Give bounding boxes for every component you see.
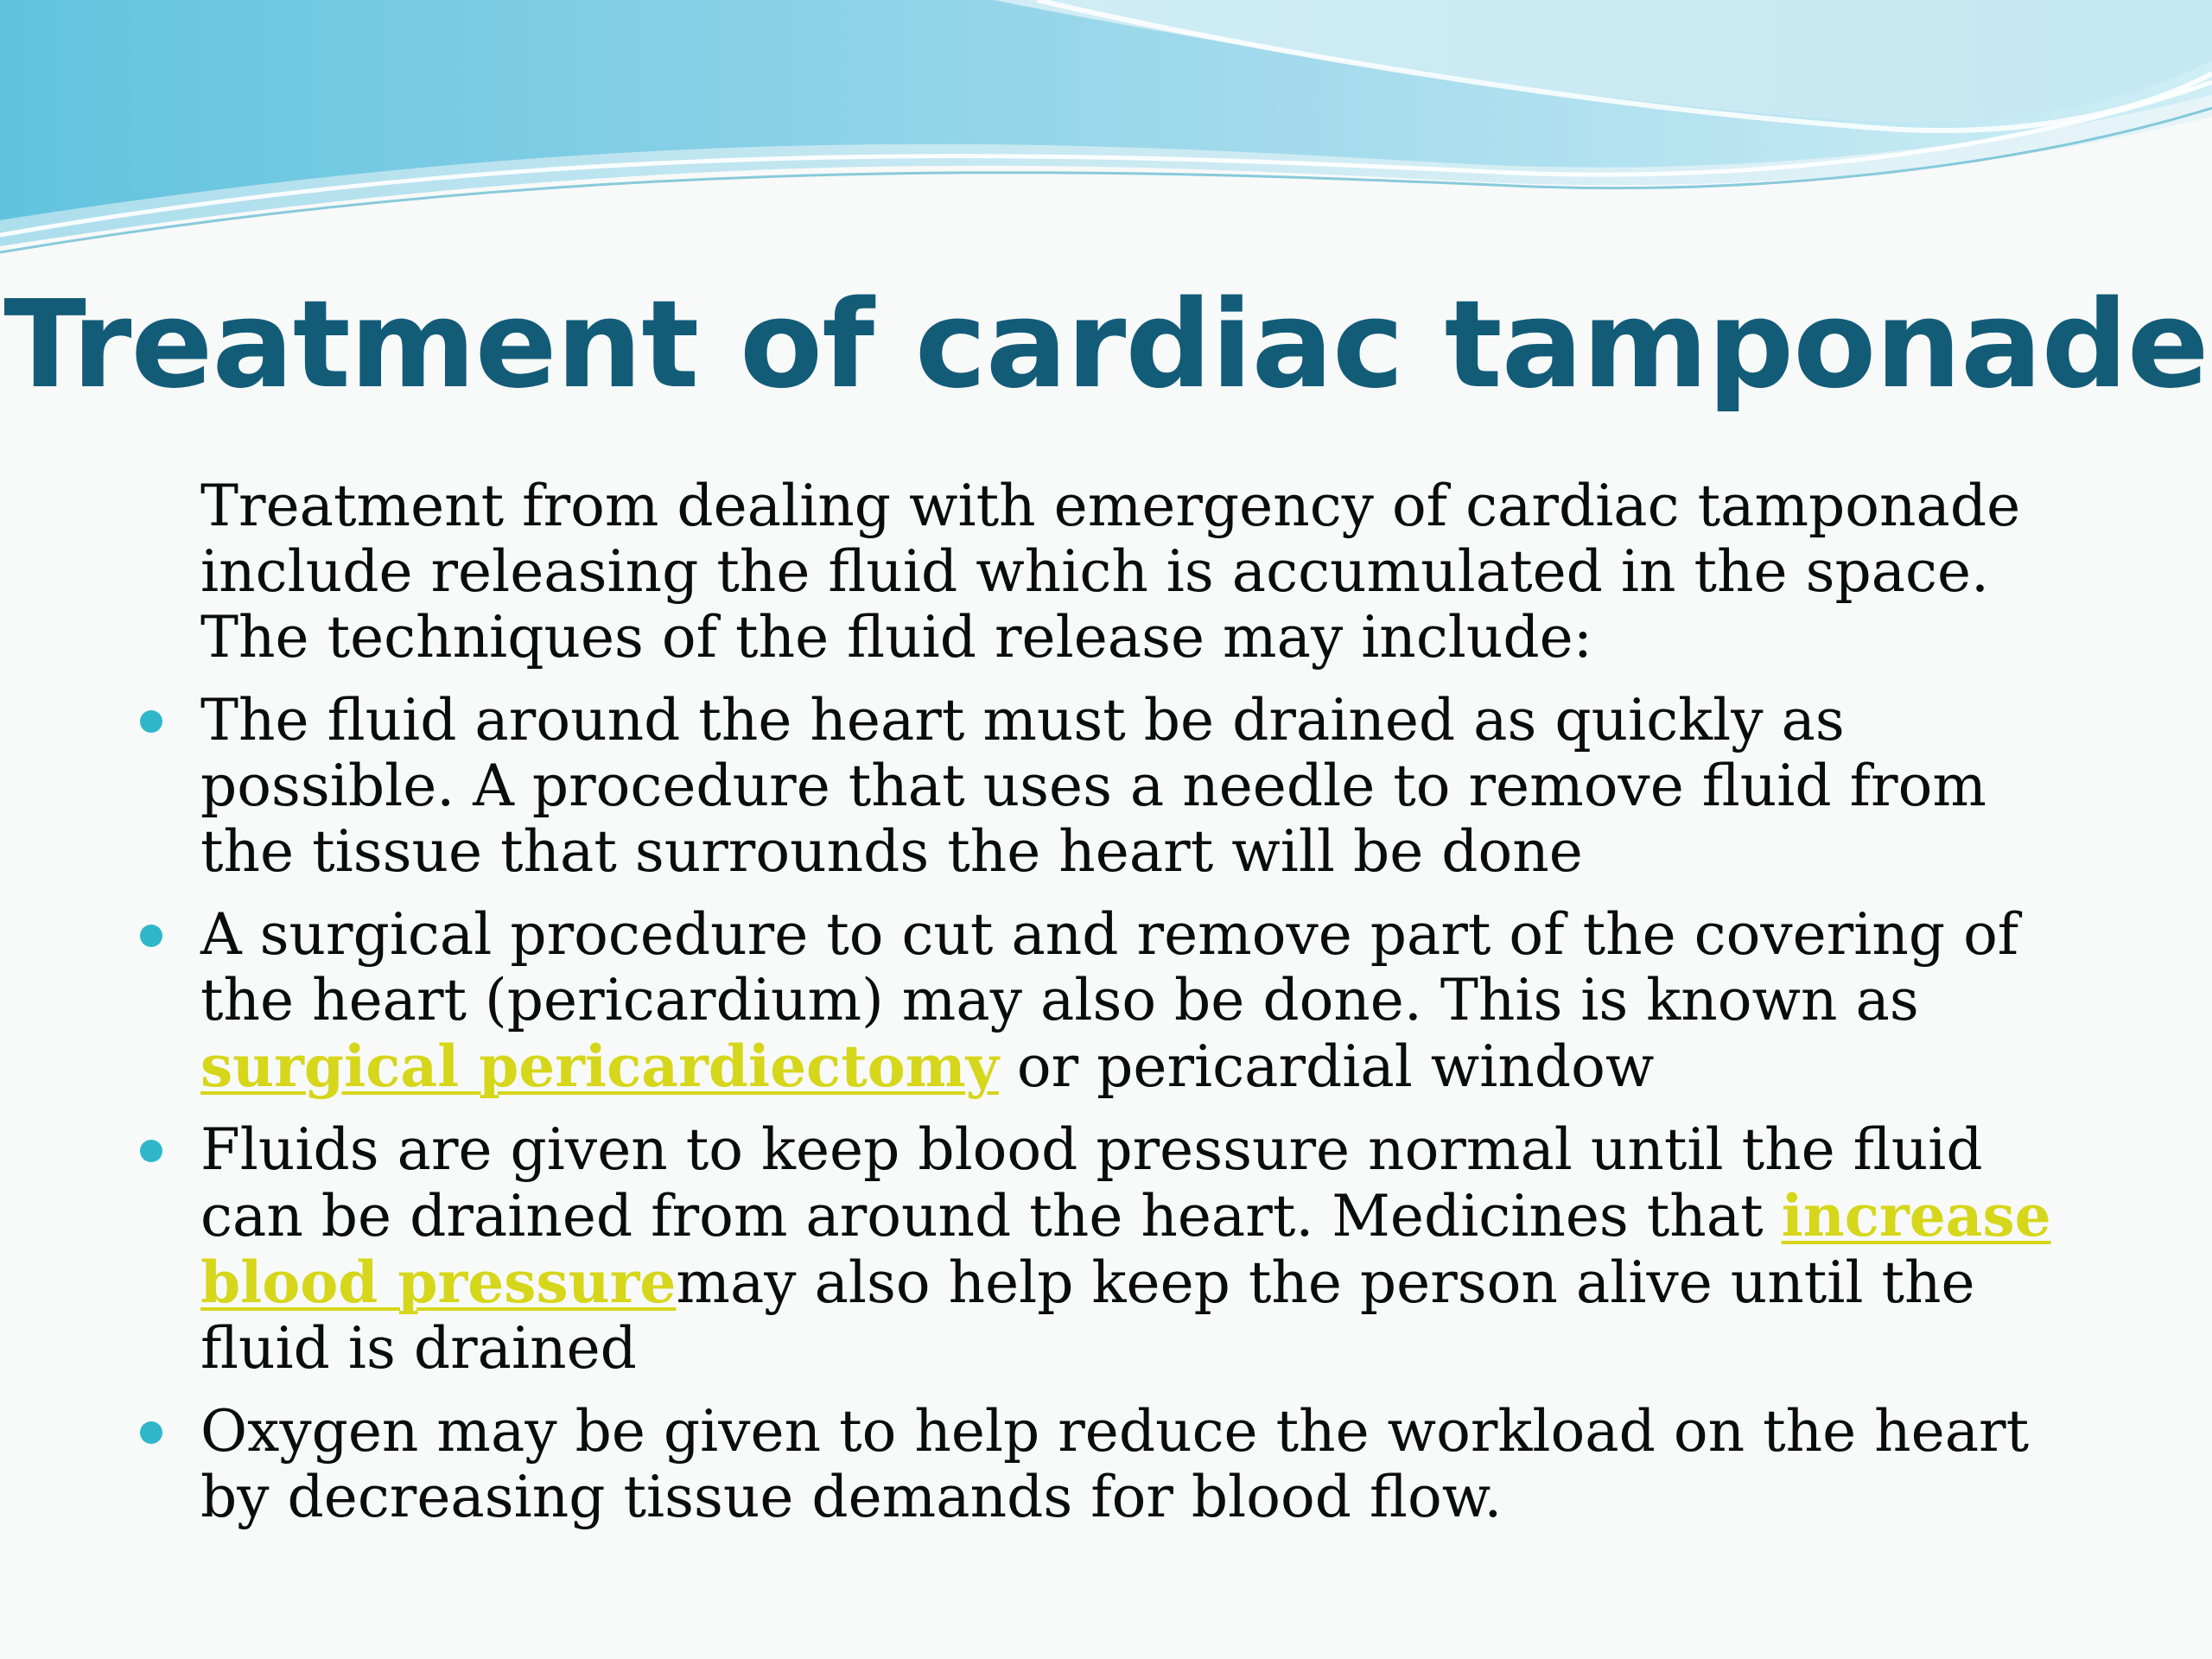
- bullet-text: Oxygen may be given to help reduce the workload on the heart by decreasing tissue demands for blood flow.: [200, 1398, 2030, 1530]
- surgical-pericardiectomy-link[interactable]: surgical pericardiectomy: [200, 1033, 999, 1100]
- header-wave-decoration: [0, 0, 2212, 276]
- bullet-icon: [140, 710, 162, 733]
- increase-blood-pressure-link[interactable]: increase blood pressure: [200, 1182, 2051, 1316]
- bullet-list: [200, 688, 2084, 1530]
- bullet-item-oxygen: [200, 1399, 2084, 1530]
- bullet-text-before: Fluids are given to keep blood pressure normal until the fluid can be drained from around the heart. Medicines that: [200, 1116, 1983, 1249]
- bullet-text-after: or pericardial window: [998, 1033, 1655, 1100]
- bullet-icon: [140, 1140, 162, 1162]
- bullet-text-before: A surgical procedure to cut and remove part of the covering of the heart (pericardium) may also be done. This is known as: [200, 901, 2019, 1033]
- bullet-icon: [140, 1421, 162, 1444]
- intro-paragraph: Treatment from dealing with emergency of cardiac tamponade include releasing the fluid which is accumulated in the space. The techniques of the fluid release may include:: [200, 473, 2021, 671]
- bullet-text: The fluid around the heart must be drained as quickly as possible. A procedure that uses a needle to remove fluid from the tissue that surrounds the heart will be done: [200, 687, 1986, 885]
- bullet-text-after: may also help keep the person alive until the fluid is drained: [200, 1249, 1975, 1382]
- bullet-item-fluids: [200, 1117, 2084, 1382]
- slide-title: Treatment of cardiac tamponade: [3, 275, 2209, 416]
- slide-body: [200, 474, 2084, 1548]
- bullet-item-surgery: [200, 902, 2084, 1100]
- bullet-item-drain: [200, 688, 2084, 885]
- bullet-icon: [140, 925, 162, 947]
